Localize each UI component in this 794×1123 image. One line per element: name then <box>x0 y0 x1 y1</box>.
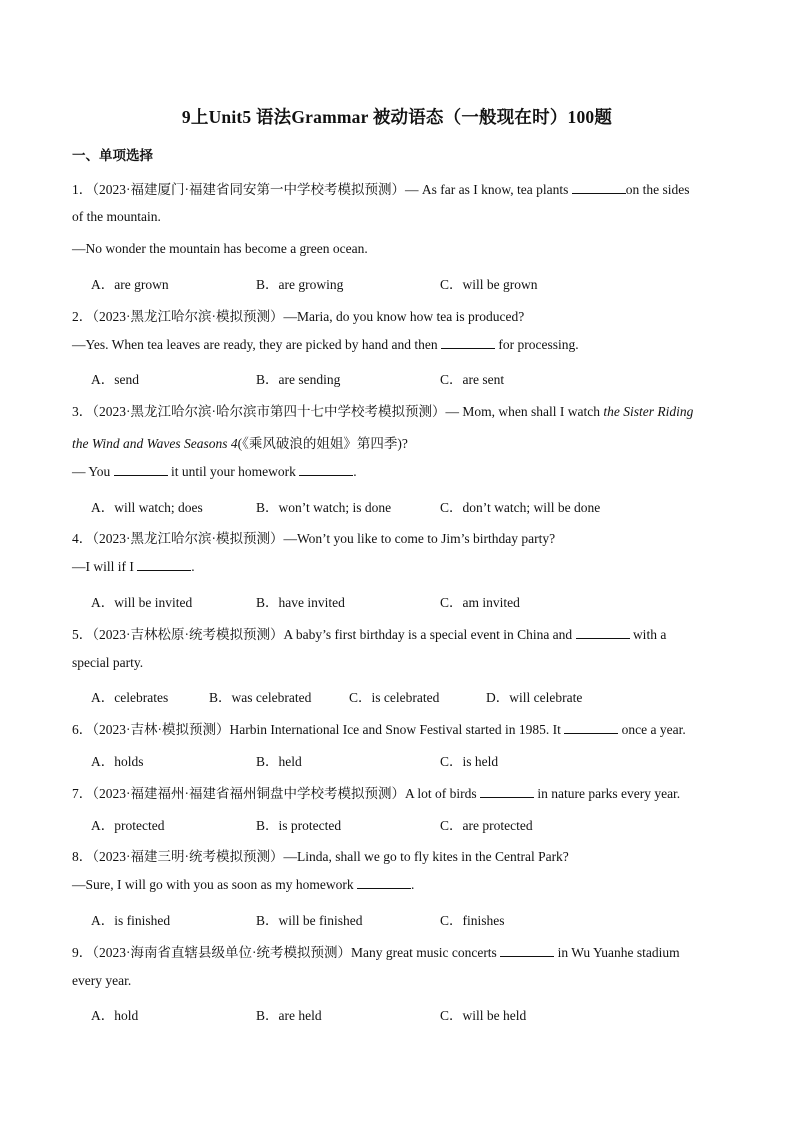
question-3-stem-cont: the Wind and Waves Seasons 4(《乘风破浪的姐姐》第四季)? <box>72 436 408 451</box>
q2-option-a[interactable]: A．send <box>91 372 139 387</box>
q4-option-b[interactable]: B．have invited <box>256 595 345 610</box>
answer-blank <box>441 337 495 349</box>
question-6-stem: 6．（2023·吉林·模拟预测）Harbin International Ice and Snow Festival started in 1985. It once a year. <box>72 722 686 737</box>
question-3-stem: 3．（2023·黑龙江哈尔滨·哈尔滨市第四十七中学校考模拟预测）— Mom, when shall I watch the Sister Riding <box>72 404 694 419</box>
q1-option-c[interactable]: C．will be grown <box>440 277 538 292</box>
question-5-stem-cont: special party. <box>72 655 144 670</box>
q5-option-a[interactable]: A．celebrates <box>91 690 169 705</box>
question-1-stem: 1．（2023·福建厦门·福建省同安第一中学校考模拟预测）— As far as I know, tea plants on the sides <box>72 182 690 197</box>
q6-option-a[interactable]: A．holds <box>91 754 144 769</box>
page-title: 9上Unit5 语法Grammar 被动语态（一般现在时）100题 <box>181 107 613 127</box>
q8-option-a[interactable]: A．is finished <box>91 913 171 928</box>
question-2-reply: —Yes. When tea leaves are ready, they are picked by hand and then for processing. <box>72 337 579 352</box>
answer-blank <box>576 627 630 639</box>
question-2-stem: 2．（2023·黑龙江哈尔滨·模拟预测）—Maria, do you know how tea is produced? <box>72 309 525 324</box>
answer-blank <box>299 464 353 476</box>
q6-option-b[interactable]: B．held <box>256 754 302 769</box>
q2-option-b[interactable]: B．are sending <box>256 372 341 387</box>
q4-option-a[interactable]: A．will be invited <box>91 595 193 610</box>
question-4-stem: 4．（2023·黑龙江哈尔滨·模拟预测）—Won’t you like to come to Jim’s birthday party? <box>72 531 556 546</box>
answer-blank <box>572 182 626 194</box>
q8-option-c[interactable]: C．finishes <box>440 913 505 928</box>
question-9-stem-cont: every year. <box>72 973 132 988</box>
q7-option-b[interactable]: B．is protected <box>256 818 342 833</box>
answer-blank <box>480 786 534 798</box>
q8-option-b[interactable]: B．will be finished <box>256 913 363 928</box>
q7-option-c[interactable]: C．are protected <box>440 818 533 833</box>
q3-option-b[interactable]: B．won’t watch; is done <box>256 500 392 515</box>
q1-option-a[interactable]: A．are grown <box>91 277 169 292</box>
section-heading: 一、单项选择 <box>72 148 153 163</box>
question-5-stem: 5．（2023·吉林松原·统考模拟预测）A baby’s first birthday is a special event in China and with a <box>72 627 667 642</box>
q3-option-c[interactable]: C．don’t watch; will be done <box>440 500 601 515</box>
q5-option-d[interactable]: D．will celebrate <box>486 690 583 705</box>
q6-option-c[interactable]: C．is held <box>440 754 499 769</box>
answer-blank <box>500 945 554 957</box>
q7-option-a[interactable]: A．protected <box>91 818 165 833</box>
question-1-reply: —No wonder the mountain has become a green ocean. <box>72 241 368 256</box>
answer-blank <box>137 559 191 571</box>
question-8-stem: 8．（2023·福建三明·统考模拟预测）—Linda, shall we go to fly kites in the Central Park? <box>72 849 569 864</box>
question-8-reply: —Sure, I will go with you as soon as my homework . <box>72 877 415 892</box>
q5-option-c[interactable]: C．is celebrated <box>349 690 440 705</box>
q1-option-b[interactable]: B．are growing <box>256 277 344 292</box>
answer-blank <box>357 877 411 889</box>
answer-blank <box>564 722 618 734</box>
answer-blank <box>114 464 168 476</box>
question-3-reply: — You it until your homework . <box>72 464 357 479</box>
q3-option-a[interactable]: A．will watch; does <box>91 500 203 515</box>
q9-option-a[interactable]: A．hold <box>91 1008 139 1023</box>
q5-option-b[interactable]: B．was celebrated <box>209 690 312 705</box>
question-1-stem-cont: of the mountain. <box>72 209 161 224</box>
question-7-stem: 7．（2023·福建福州·福建省福州铜盘中学校考模拟预测）A lot of birds in nature parks every year. <box>72 786 681 801</box>
q9-option-b[interactable]: B．are held <box>256 1008 322 1023</box>
question-4-reply: —I will if I . <box>72 559 195 574</box>
q9-option-c[interactable]: C．will be held <box>440 1008 527 1023</box>
q4-option-c[interactable]: C．am invited <box>440 595 520 610</box>
question-9-stem: 9．（2023·海南省直辖县级单位·统考模拟预测）Many great music concerts in Wu Yuanhe stadium <box>72 945 680 960</box>
q2-option-c[interactable]: C．are sent <box>440 372 505 387</box>
